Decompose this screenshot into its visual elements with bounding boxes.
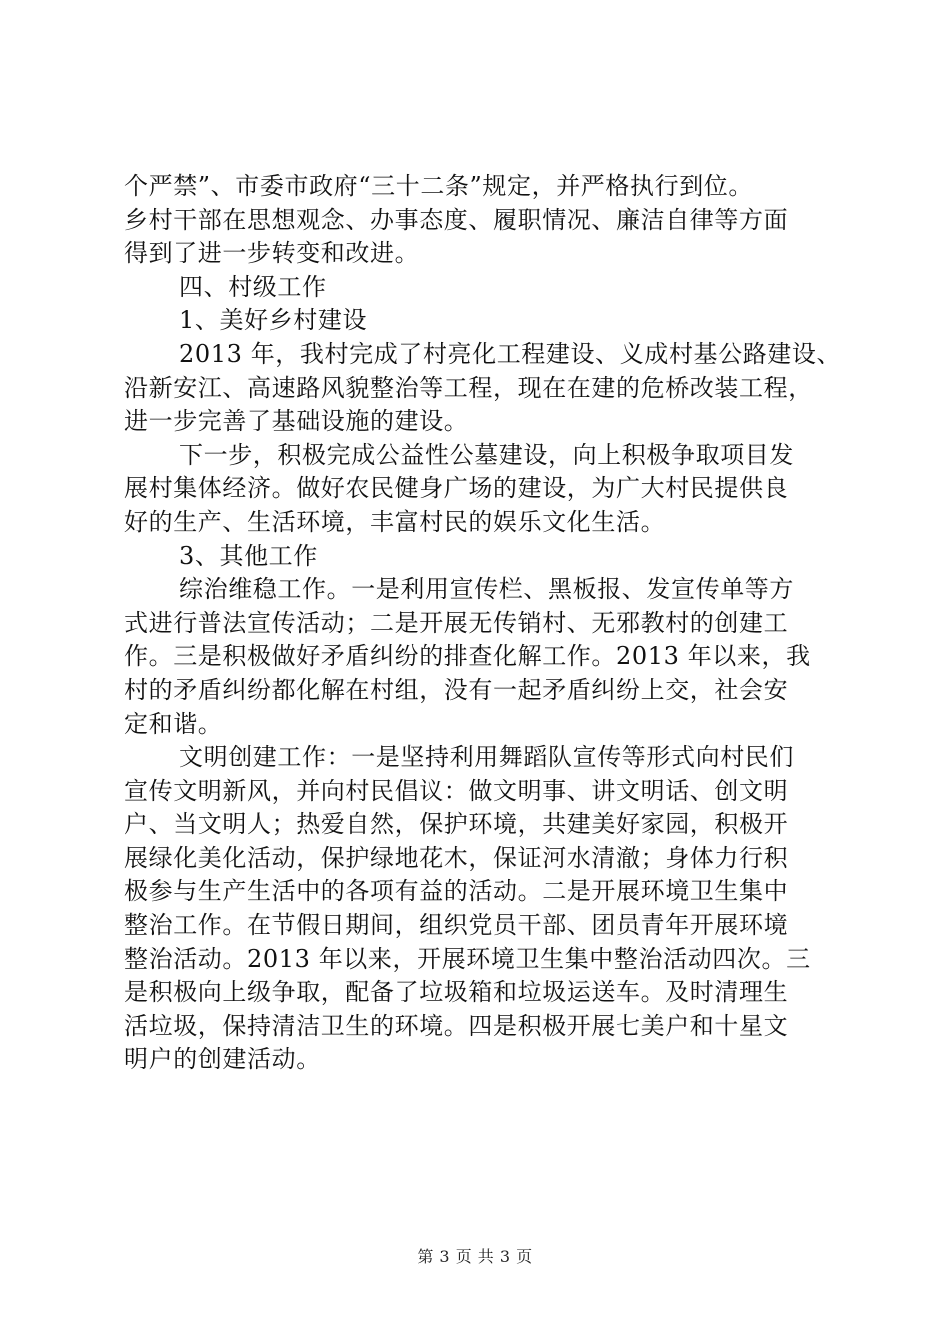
text-line: 村的矛盾纠纷都化解在村组，没有一起矛盾纠纷上交，社会安: [124, 675, 789, 704]
text-line: 式进行普法宣传活动；二是开展无传销村、无邪教村的创建工: [124, 608, 789, 637]
text-line: 下一步，积极完成公益性公墓建设，向上积极争取项目发: [179, 440, 794, 469]
text-line: 1、美好乡村建设: [179, 306, 368, 335]
text-line: 综治维稳工作。一是利用宣传栏、黑板报、发宣传单等方: [179, 575, 794, 604]
text-line: 明户的创建活动。: [124, 1045, 321, 1074]
text-line: 户、当文明人；热爱自然，保护环境，共建美好家园，积极开: [124, 810, 789, 839]
text-line: 整治活动。2013 年以来，开展环境卫生集中整治活动四次。三: [124, 944, 811, 973]
text-line: 整治工作。在节假日期间，组织党员干部、团员青年开展环境: [124, 911, 789, 940]
text-line: 四、村级工作: [179, 272, 327, 301]
text-line: 个严禁”、市委市政府“三十二条”规定，并严格执行到位。: [124, 172, 754, 200]
text-line: 展绿化美化活动，保护绿地花木，保证河水清澈；身体力行积: [124, 843, 789, 872]
text-line: 文明创建工作：一是坚持利用舞蹈队宣传等形式向村民们: [179, 743, 794, 772]
text-line: 得到了进一步转变和改进。: [124, 239, 420, 268]
text-line: 宣传文明新风，并向村民倡议：做文明事、讲文明话、创文明: [124, 776, 789, 805]
page-footer: 第 3 页 共 3 页: [417, 1247, 533, 1266]
text-line: 沿新安江、高速路风貌整治等工程，现在在建的危桥改装工程，: [124, 373, 813, 402]
text-line: 活垃圾，保持清洁卫生的环境。四是积极开展七美户和十星文: [124, 1011, 789, 1040]
text-line: 极参与生产生活中的各项有益的活动。二是开展环境卫生集中: [124, 877, 789, 906]
text-line: 2013 年，我村完成了村亮化工程建设、义成村基公路建设、: [179, 339, 842, 368]
text-line: 3、其他工作: [179, 541, 318, 570]
text-line: 展村集体经济。做好农民健身广场的建设，为广大村民提供良: [124, 474, 789, 503]
text-line: 作。三是积极做好矛盾纠纷的排查化解工作。2013 年以来，我: [124, 642, 811, 671]
text-line: 是积极向上级争取，配备了垃圾箱和垃圾运送车。及时清理生: [124, 978, 789, 1007]
text-line: 乡村干部在思想观念、办事态度、履职情况、廉洁自律等方面: [124, 205, 789, 234]
text-line: 进一步完善了基础设施的建设。: [124, 407, 469, 436]
text-line: 好的生产、生活环境，丰富村民的娱乐文化生活。: [124, 507, 666, 536]
document-body: [124, 170, 842, 1077]
text-line: 定和谐。: [124, 709, 223, 738]
